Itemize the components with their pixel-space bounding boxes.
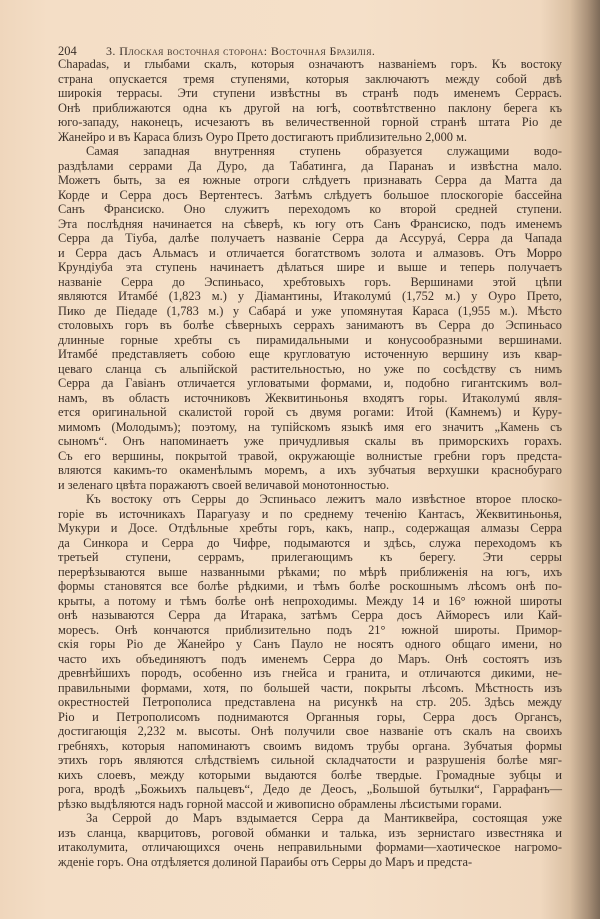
text-line: Санъ Франсиско. Оно служитъ переходомъ ко второй средней ступени. <box>58 202 562 216</box>
text-line: мимомъ (Молодымъ); поэтому, на тупійскомъ языкѣ имя его значитъ „Камень съ <box>58 419 562 434</box>
text-line: гребняхъ, которыя напоминаютъ своимъ видомъ трубы органа. Зубчатыя формы <box>58 738 562 753</box>
text-line: Серра да Гавіанъ отличается угловатыми формами, и, подобно гигантскимъ вол- <box>58 376 562 390</box>
text-line: жденіе горъ. Она отдѣляется долиной Параибы отъ Серры до Маръ и предста- <box>58 854 473 869</box>
text-line: перерѣзываются выше названными рѣками; по мѣрѣ приближенія на югъ, ихъ <box>58 564 562 579</box>
text-line: За Серрой до Маръ вздымается Серра да Мантиквейра, состоящая уже <box>86 811 562 825</box>
text-line: древнѣйшихъ породъ, особенно изъ гнейса и гранита, и отличаются дикими, не- <box>58 666 562 680</box>
text-line: Ріо и Петрополисомъ поднимаются Органныя горы, Серра досъ Органсъ, <box>58 709 562 724</box>
text-line: названіе Серра до Эспиньасо, хребтовыхъ горъ. Вершинами этой цѣпи <box>58 274 562 289</box>
text-line: Самая западная внутренняя ступень образуется служащими водо- <box>86 144 562 158</box>
text-line: крыты, а потому и тѣмъ болѣе онѣ непроходимы. Между 14 и 16° южной широты <box>58 593 562 608</box>
paragraph <box>58 811 562 869</box>
text-line: рѣзко выдѣляются надъ горной массой и живописно обрамлены лѣсистыми горами. <box>58 796 502 811</box>
text-line: страна опускается тремя ступенями, которыя заключаютъ между собой двѣ <box>58 71 562 86</box>
text-line: Серра да Тіуба, далѣе получаетъ названіе Серра да Ассуруá, Серра да Чапада <box>58 231 562 245</box>
text-line: раздѣлами серрами Да Дуро, да Табатинга, да Паранаъ и извѣстна мало. <box>58 158 562 173</box>
text-line: моресъ. Онѣ кончаются приблизительно подъ 21° южной широты. Примор- <box>58 622 562 637</box>
text-line: широкія террасы. Эти ступени извѣстны въ странѣ подъ именемъ Серрасъ. <box>58 86 562 100</box>
text-line: вляются какимъ-то окаменѣлымъ моремъ, а ихъ зубчатыя верхушки краснобураго <box>58 463 562 477</box>
paragraph <box>58 144 562 492</box>
text-line: Итамбé представляетъ собою еще кругловатую источенную вершину изъ квар- <box>58 347 562 361</box>
text-line: Жанейро и въ Караса близъ Оуро Прето достигаютъ приблизительно 2,000 м. <box>58 129 468 144</box>
text-line: длинные горные хребты съ пирамидальными и конусообразными вершинами. <box>58 332 562 347</box>
text-line: изъ сланца, кварцитовъ, роговой обманки и талька, изъ зернистаго известняка и <box>58 825 562 840</box>
text-line: итаколумита, отличающихся очень неправильными формами—хаотическое нагромо- <box>58 840 562 854</box>
text-line: кихъ слоевъ, между которыми выдаются болѣе твердые. Громадные зубцы и <box>58 767 562 782</box>
text-line: правильными формами, хотя, по большей части, покрыты лѣсомъ. Мѣстность изъ <box>58 680 562 695</box>
text-line: Къ востоку отъ Серры до Эспиньасо лежитъ мало извѣстное второе плоско- <box>86 492 562 506</box>
text-line: Chapadas, и глыбами скалъ, которыя означаютъ названіемъ горъ. Къ востоку <box>58 57 562 71</box>
text-line: сыномъ“. Онъ напоминаетъ уже причудливыя скалы въ приморскихъ горахъ. <box>58 434 562 448</box>
text-line: Онѣ приближаются одна къ другой на югѣ, соотвѣтственно паклону берега къ <box>58 100 562 115</box>
running-title: 3. Плоская восточная сторона: Восточная Бразилія. <box>106 44 376 58</box>
text-line: скія горы Ріо де Жанейро у Санъ Пауло не носятъ одного общаго имени, но <box>58 637 562 651</box>
text-line: юго-западу, наконецъ, исчезаютъ въ величественной горной странѣ штата Ріо де <box>58 115 562 129</box>
text-line: Крундіуба эта ступень начинаетъ дѣлаться шире и выше и теперь получаетъ <box>58 260 562 274</box>
text-line: намъ, въ область источниковъ Жеквитиньонья входятъ горы. Итаколумú явля- <box>58 390 562 405</box>
text-line: третьей ступени, серрамъ, прилегающимъ къ берегу. Эти серры <box>58 550 562 564</box>
text-line: этихъ горъ являются слѣдствіемъ сильной складчатости и разрушенія болѣе мяг- <box>58 753 562 767</box>
text-line: столовыхъ горъ въ болѣе сѣверныхъ серрахъ занимаютъ въ Серра до Эспиньасо <box>58 318 562 332</box>
text-line: Мукури и Досе. Отдѣльные хребты горъ, какъ, напр., содержащая алмазы Серра <box>58 521 562 535</box>
text-line: формы становятся все болѣе рѣдкими, и тѣмъ болѣе роскошнымъ лѣсомъ онѣ по- <box>58 579 562 593</box>
paragraph <box>58 492 562 811</box>
text-line: цеваго сланца съ альпійской растительностью, но уже по сосѣдству съ нимъ <box>58 361 562 376</box>
text-line: Съ его вершины, покрытой травой, окружающіе волнистые гребни горъ предста- <box>58 448 562 463</box>
text-line: Можетъ быть, за ея южные отроги слѣдуетъ признавать Серра да Матта да <box>58 173 562 187</box>
text-line: являются Итамбé (1,823 м.) у Діамантины, Итаколумú (1,752 м.) у Оуро Прето, <box>58 289 562 303</box>
text-line: достигающія 2,232 м. высоты. Онѣ получили свое названіе отъ скалъ на своихъ <box>58 724 562 738</box>
text-line: рога, вродѣ „Божьихъ пальцевъ“, Дедо де Деосъ, „Большой бутылки“, Гаррафанъ— <box>58 782 562 796</box>
text-line: и Серра дасъ Альмасъ и отличается богатствомъ золота и алмазовъ. Отъ Морро <box>58 245 562 260</box>
text-line: ется оригинальной скалистой горой съ двумя рогами: Итой (Камнемъ) и Куру- <box>58 405 562 419</box>
text-line: онѣ называются Серра да Итарака, затѣмъ Серра досъ Айморесъ или Кай- <box>58 608 562 622</box>
text-line: да Синкора и Серра до Чифре, подымаются и здѣсь, служа переходомъ къ <box>58 535 562 550</box>
text-line: Эта послѣдняя начинается на сѣверѣ, къ югу отъ Санъ Франсиско, подъ именемъ <box>58 216 562 231</box>
body-text <box>58 57 562 869</box>
text-line: окрестностей Петрополиса представлена на рисункѣ на стр. 205. Здѣсь между <box>58 695 562 709</box>
paragraph <box>58 57 562 144</box>
text-line: и зеленаго цвѣта поражаютъ своей величавой монотонностью. <box>58 477 390 492</box>
page-number: 204 <box>58 44 77 58</box>
text-line: Пико де Піедаде (1,783 м.) у Сабарá и уже упомянутая Караса (1,955 м.). Мѣсто <box>58 303 562 318</box>
text-line: горіе въ источникахъ Парагуазу и по среднему теченію Кантасъ, Жеквитиньонья, <box>58 506 562 521</box>
text-line: Корде и Серра досъ Вертентесъ. Затѣмъ слѣдуетъ большое плоскогоріе бассейна <box>58 187 562 202</box>
text-line: часто ихъ объединяютъ подъ именемъ Серра до Маръ. Онѣ состоятъ изъ <box>58 651 562 666</box>
